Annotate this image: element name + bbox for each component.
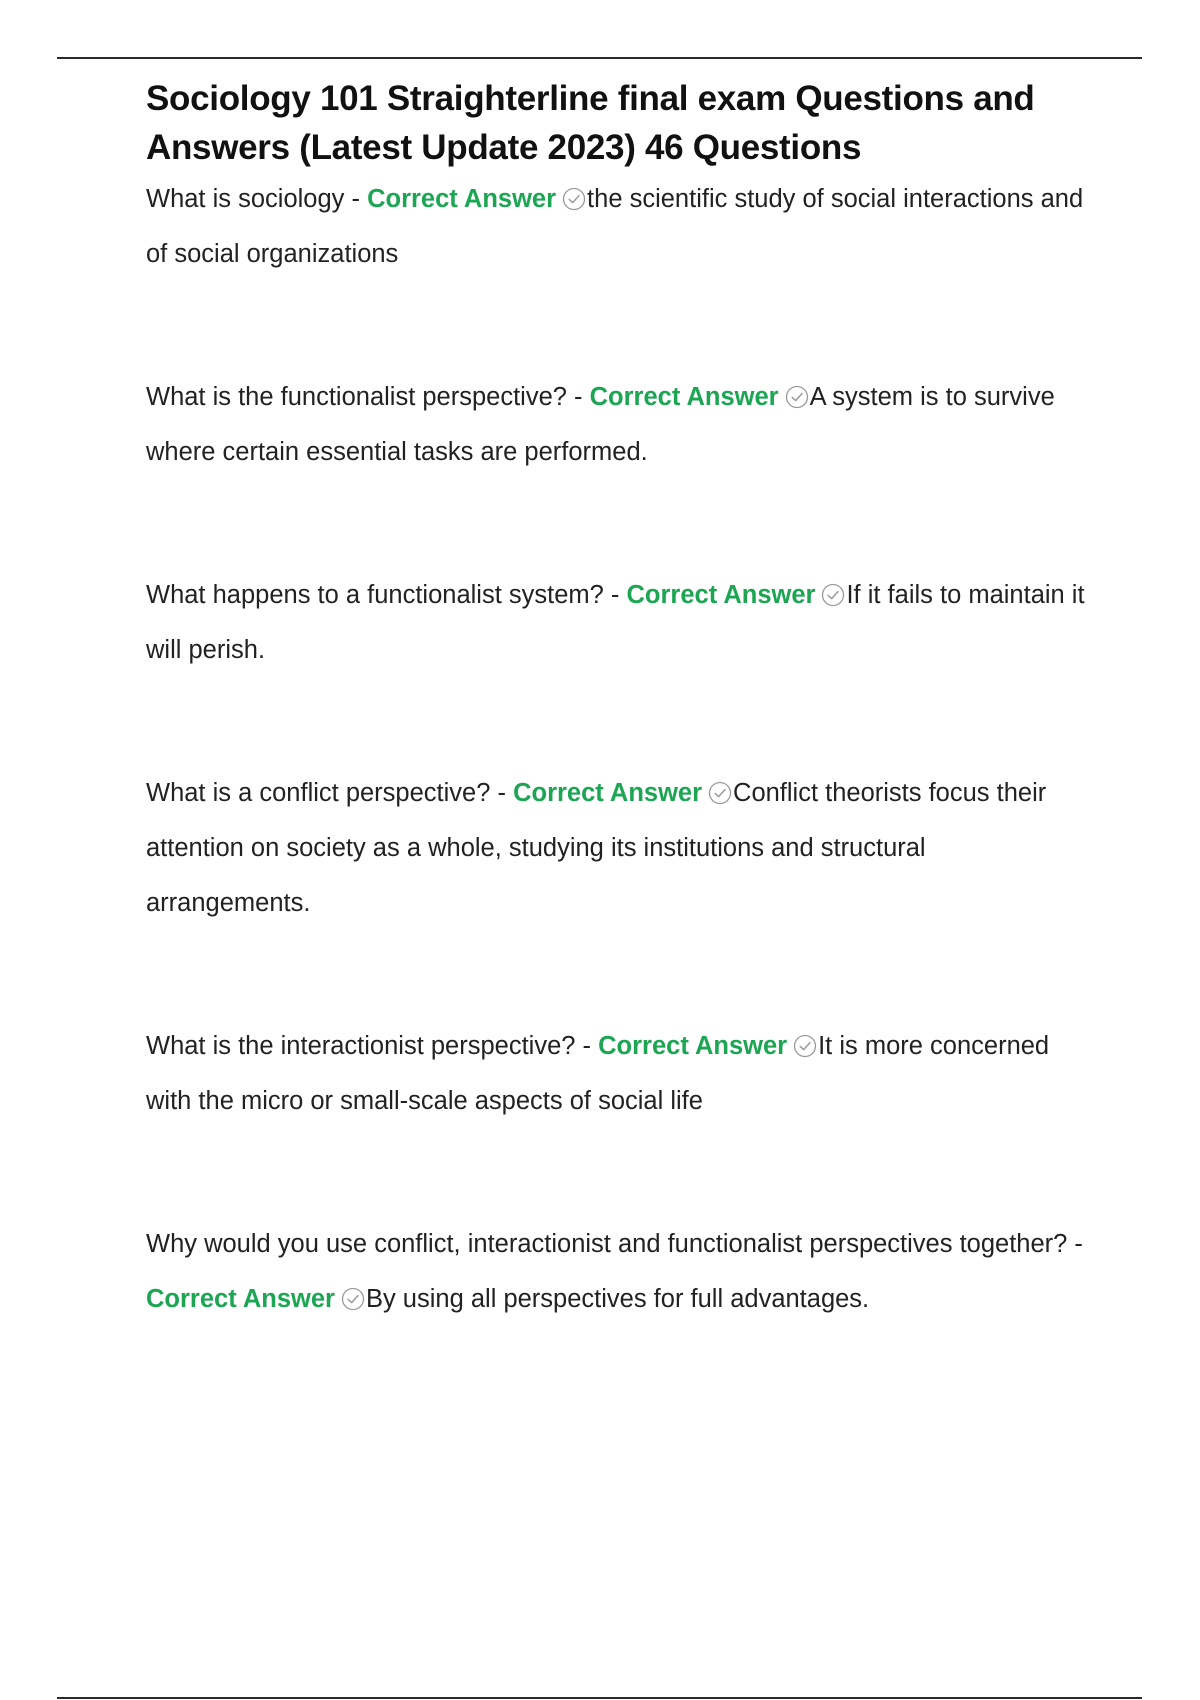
answer-text: If it fails to maintain it will perish.	[146, 581, 1085, 664]
qa-item	[146, 1217, 1086, 1327]
qa-item	[146, 370, 1086, 480]
qa-item	[146, 1019, 1086, 1129]
answer-text: A system is to survive where certain essential tasks are performed.	[146, 383, 1055, 466]
footer-rule	[57, 1697, 1142, 1699]
correct-answer-label: Correct Answer	[513, 779, 703, 807]
question-text: Why would you use conflict, interactionist and functionalist perspectives together?	[146, 1230, 1068, 1258]
verified-check-icon	[785, 385, 809, 409]
correct-answer-label: Correct Answer	[598, 1032, 788, 1060]
correct-answer-label: Correct Answer	[589, 383, 779, 411]
answer-text: Conflict theorists focus their attention on society as a whole, studying its institutions and structural arrangements.	[146, 779, 1047, 917]
question-text: What is a conflict perspective?	[146, 779, 491, 807]
question-text: What is sociology	[146, 185, 345, 213]
qa-item	[146, 766, 1086, 931]
qa-item	[146, 172, 1086, 282]
verified-check-icon	[708, 781, 732, 805]
correct-answer-label: Correct Answer	[367, 185, 557, 213]
correct-answer-label: Correct Answer	[146, 1285, 335, 1313]
verified-check-icon	[341, 1287, 365, 1311]
separator: -	[603, 581, 627, 609]
question-text: What is the interactionist perspective?	[146, 1032, 576, 1060]
answer-text: It is more concerned with the micro or small-scale aspects of social life	[146, 1032, 1050, 1115]
qa-item	[146, 568, 1086, 678]
document-body	[146, 74, 1086, 1327]
document-title: Sociology 101 Straighterline final exam Questions and Answers (Latest Update 2023) 46 Questions	[146, 79, 1035, 167]
header-rule	[57, 57, 1142, 59]
separator: -	[490, 779, 514, 807]
verified-check-icon	[821, 583, 845, 607]
separator: -	[344, 185, 368, 213]
question-text: What is the functionalist perspective?	[146, 383, 567, 411]
question-text: What happens to a functionalist system?	[146, 581, 604, 609]
verified-check-icon	[562, 187, 586, 211]
separator: -	[1067, 1230, 1083, 1258]
separator: -	[566, 383, 590, 411]
correct-answer-label: Correct Answer	[626, 581, 816, 609]
verified-check-icon	[793, 1034, 817, 1058]
answer-text: the scientific study of social interactions and of social organizations	[146, 185, 1084, 268]
separator: -	[575, 1032, 599, 1060]
answer-text: By using all perspectives for full advantages.	[365, 1285, 870, 1313]
